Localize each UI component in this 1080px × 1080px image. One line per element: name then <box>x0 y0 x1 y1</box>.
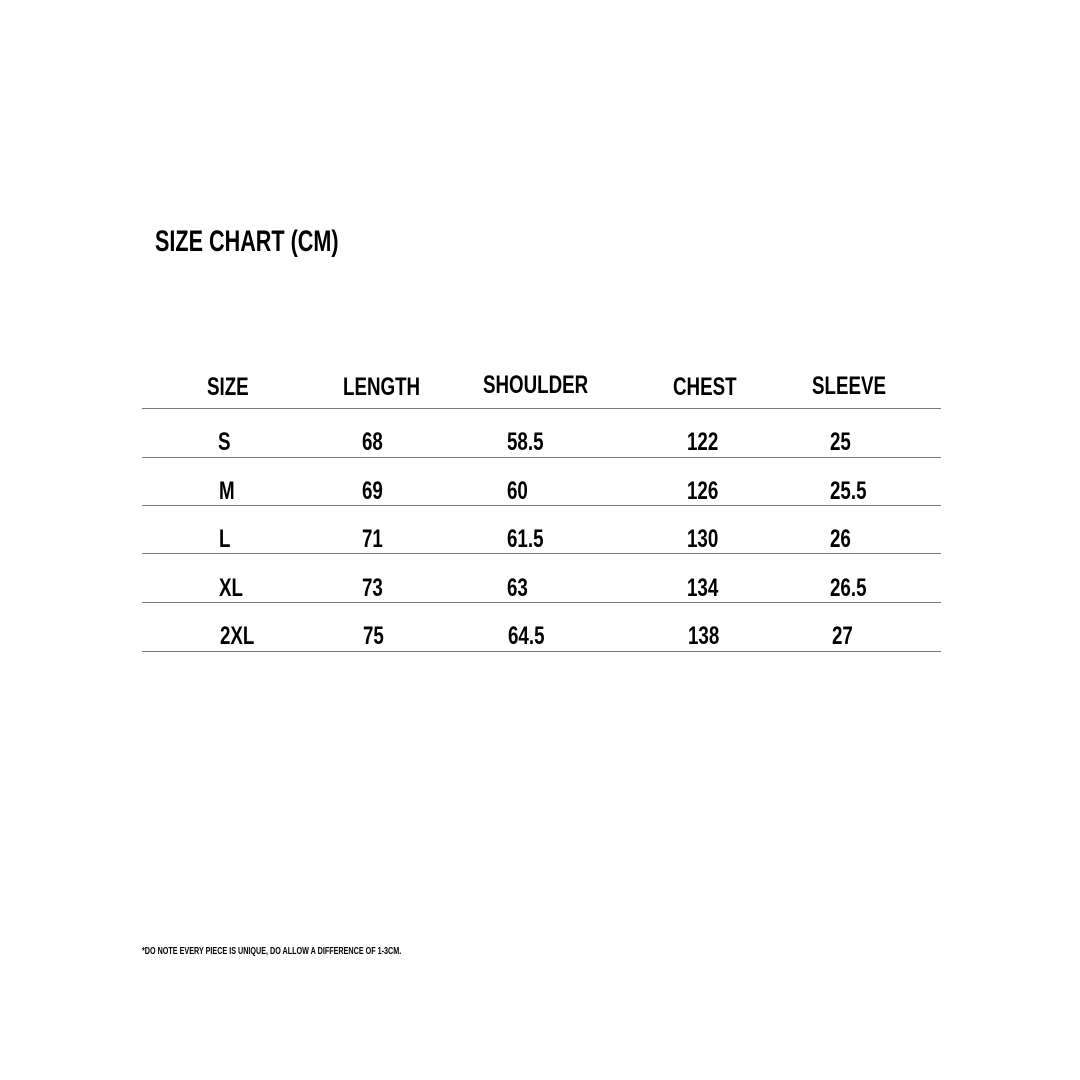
cell-sleeve: 27 <box>832 622 853 650</box>
table-divider <box>142 602 941 603</box>
cell-length: 71 <box>362 525 383 553</box>
cell-sleeve: 25.5 <box>830 477 867 505</box>
disclaimer-note: *DO NOTE EVERY PIECE IS UNIQUE, DO ALLOW A DIFFERENCE OF 1-3CM. <box>142 946 402 957</box>
header-size: SIZE <box>207 373 249 401</box>
cell-shoulder: 60 <box>507 477 528 505</box>
header-chest: CHEST <box>673 373 737 401</box>
cell-length: 69 <box>362 477 383 505</box>
cell-length: 68 <box>362 428 383 456</box>
table-divider <box>142 457 941 458</box>
cell-size: 2XL <box>220 622 255 650</box>
cell-length: 75 <box>363 622 384 650</box>
cell-sleeve: 26.5 <box>830 574 867 602</box>
cell-size: XL <box>219 574 243 602</box>
cell-sleeve: 25 <box>830 428 851 456</box>
header-shoulder: SHOULDER <box>483 371 589 399</box>
cell-shoulder: 58.5 <box>507 428 544 456</box>
cell-size: M <box>219 477 235 505</box>
table-divider <box>142 651 941 652</box>
table-divider <box>142 553 941 554</box>
cell-shoulder: 61.5 <box>507 525 544 553</box>
cell-size: L <box>219 525 231 553</box>
cell-shoulder: 64.5 <box>508 622 545 650</box>
table-divider <box>142 408 941 409</box>
table-divider <box>142 505 941 506</box>
cell-sleeve: 26 <box>830 525 851 553</box>
cell-chest: 134 <box>687 574 719 602</box>
cell-shoulder: 63 <box>507 574 528 602</box>
cell-chest: 126 <box>687 477 719 505</box>
cell-chest: 122 <box>687 428 719 456</box>
size-chart-title: SIZE CHART (CM) <box>155 225 339 258</box>
cell-chest: 130 <box>687 525 719 553</box>
cell-chest: 138 <box>688 622 720 650</box>
header-length: LENGTH <box>343 373 421 401</box>
cell-length: 73 <box>362 574 383 602</box>
cell-size: S <box>218 428 231 456</box>
header-sleeve: SLEEVE <box>812 372 886 400</box>
